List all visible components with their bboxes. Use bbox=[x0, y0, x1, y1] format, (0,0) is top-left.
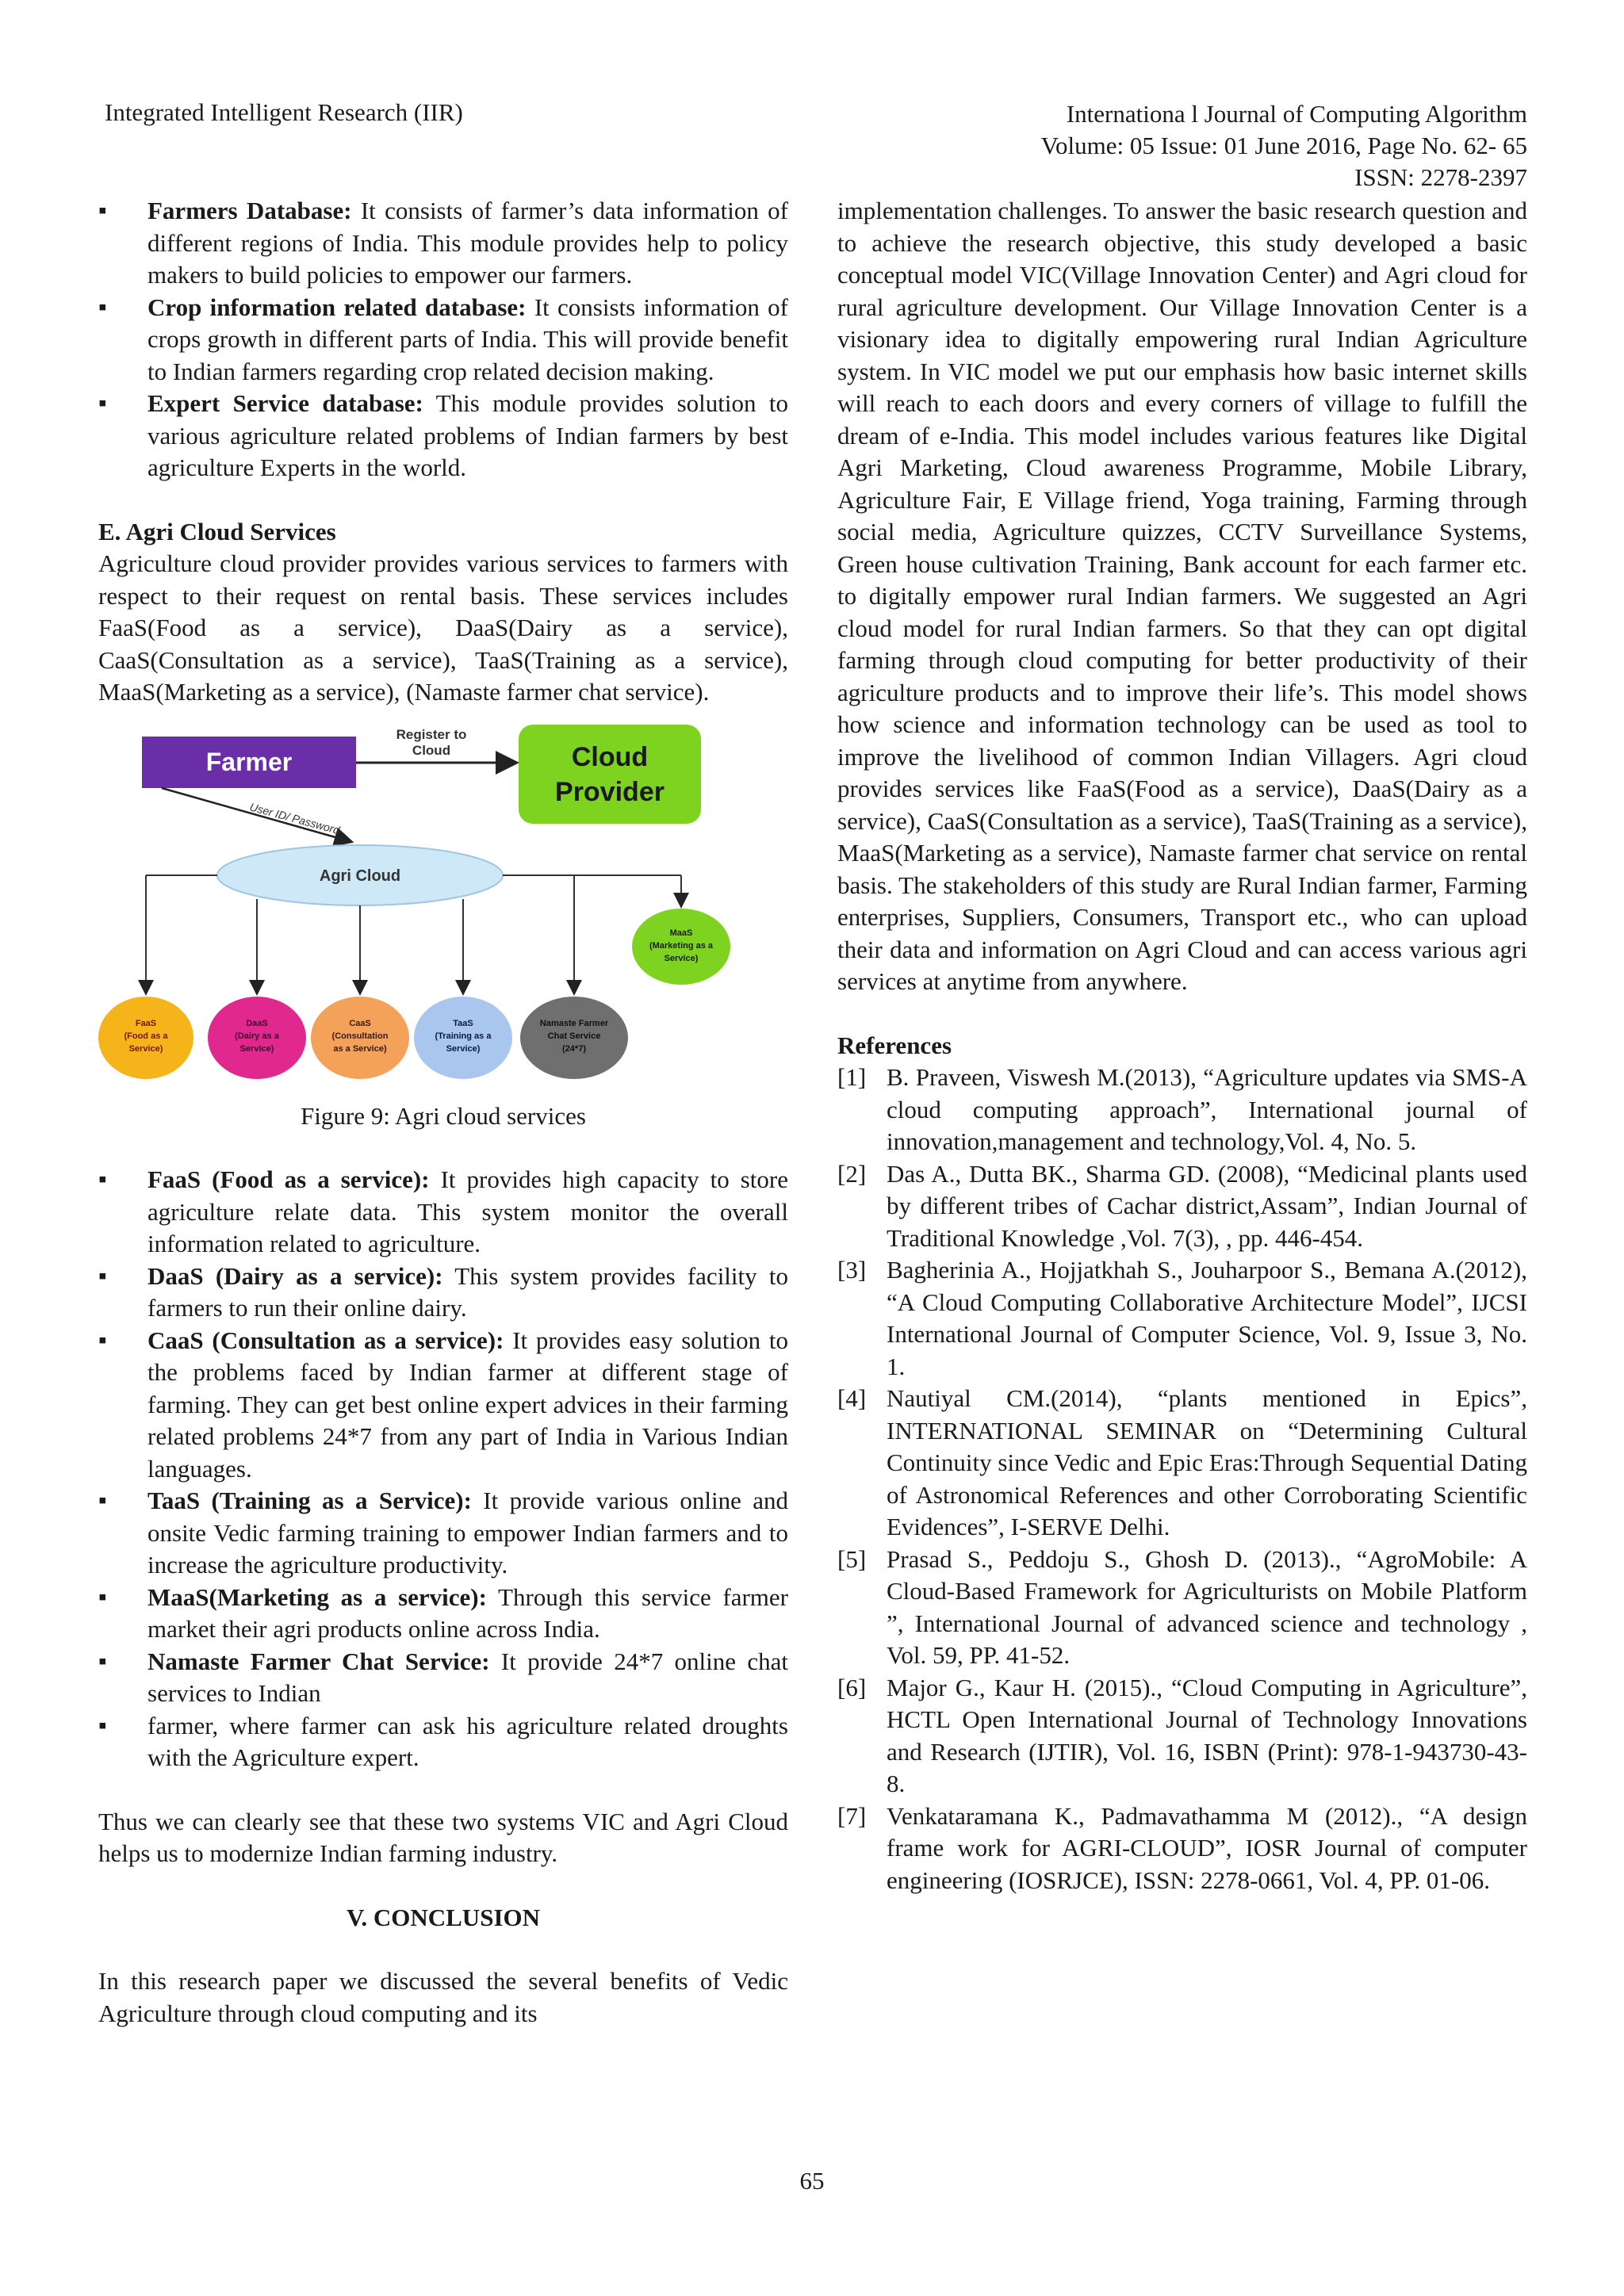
conclusion-continued: implementation challenges. To answer the basic research question and to achieve the research objective, this study developed a basic conceptual model VIC(Village Innovation Center) and Agri cloud for rural agriculture development. Our Village Innovation Center is a visionary idea to digitally empowering rural Indian Agriculture system. In VIC model we put our emphasis how basic internet skills will reach to each doors and every corners of village to fulfill the dream of e-India. This model includes various features like Digital Agri Marketing, Cloud awareness Programme, Mobile Library, Agriculture Fair, E Village friend, Yoga training, Farming through social media, Agriculture quizzes, CCTV Surveillance Systems, Green house cultivation Training, Bank account for each farmer etc. to digitally empower rural Indian farmers. We suggested an Agri cloud model for rural Indian farmers. So that they can opt digital farming through cloud computing for better productivity of their agriculture products and to improve their life’s. This model shows how science and information technology can be used as tool to improve the livelihood of common Indian Villagers. Agri cloud provides services like FaaS(Food as a service), DaaS(Dairy as a service), CaaS(Consultation as a service), TaaS(Training as a service), MaaS(Marketing as a service), Namaste farmer chat service on rental basis. The stakeholders of this study are Rural Indian farmer, Farming enterprises, Suppliers, Consumers, Transport etc., who can upload their data and information on Agri Cloud and can access various agri services at anytime from anywhere. bbox=[837, 197, 1527, 995]
cloud-provider-label-2: Provider bbox=[555, 776, 665, 807]
daas-label: (Dairy as a bbox=[235, 1031, 279, 1041]
maas-label: Service) bbox=[664, 953, 699, 963]
figure-caption: Figure 9: Agri cloud services bbox=[301, 1101, 586, 1130]
caas-label: CaaS bbox=[349, 1018, 371, 1028]
maas-label: MaaS bbox=[669, 928, 693, 938]
caas-label: as a Service) bbox=[333, 1043, 387, 1054]
reference-item: [6] Major G., Kaur H. (2015)., “Cloud Computing in Agriculture”, HCTL Open International Journal of Technology Innovations and Research (IJTIR), Vol. 16, ISBN (Print): 978-1-943730-43-8. bbox=[837, 1673, 1527, 1797]
right-column bbox=[837, 195, 1527, 1896]
conclusion-heading: V. CONCLUSION bbox=[346, 1903, 541, 1931]
reference-item: [2] Das A., Dutta BK., Sharma GD. (2008), “Medicinal plants used by different tribes of Cachar district,Assam”, Indian Journal of Traditional Knowledge ,Vol. 7(3), , pp. 446-454. bbox=[837, 1159, 1527, 1252]
issn: ISSN: 2278-2397 bbox=[1354, 163, 1527, 191]
figure-agri-cloud bbox=[98, 725, 788, 1097]
list-item: ▪ DaaS (Dairy as a service): This system provides facility to farmers to run their online dairy. bbox=[98, 1261, 788, 1325]
list-item: ▪ Namaste Farmer Chat Service: It provide 24*7 online chat services to Indian bbox=[98, 1646, 788, 1710]
namaste-label: Chat Service bbox=[547, 1031, 601, 1041]
faas-label: (Food as a bbox=[124, 1031, 168, 1041]
namaste-label: (24*7) bbox=[562, 1043, 586, 1054]
taas-label: (Training as a bbox=[435, 1031, 492, 1041]
register-label-2: Cloud bbox=[412, 742, 451, 758]
daas-label: DaaS bbox=[246, 1018, 268, 1028]
farmer-label: Farmer bbox=[205, 747, 293, 776]
left-column bbox=[98, 195, 788, 2030]
paragraph: Agriculture cloud provider provides various services to farmers with respect to their request on rental basis. These services includes FaaS(Food as a service), DaaS(Dairy as a service), CaaS(Consultation as a service), TaaS(Training as a service), MaaS(Marketing as a service), (Namaste farmer chat service). bbox=[98, 549, 788, 706]
list-item: ▪ Farmers Database: It consists of farmer’s data information of different regions of India. This module provides help to policy makers to build policies to empower our farmers. bbox=[98, 195, 788, 292]
list-item: ▪ FaaS (Food as a service): It provides high capacity to store agriculture relate data. This system monitor the overall information related to agriculture. bbox=[98, 1164, 788, 1261]
list-item: ▪ Expert Service database: This module provides solution to various agriculture related problems of Indian farmers by best agriculture Experts in the world. bbox=[98, 388, 788, 484]
userid-label: User ID/ Password bbox=[248, 799, 342, 836]
reference-item: [4] Nautiyal CM.(2014), “plants mentioned in Epics”, INTERNATIONAL SEMINAR on “Determining Cultural Continuity since Vedic and Epic Eras:Through Sequential Dating of Astronomical References and other Corroborating Scientific Evidences”, I-SERVE Delhi. bbox=[837, 1384, 1527, 1540]
list-item: ▪ MaaS(Marketing as a service): Through this service farmer market their agri products online across India. bbox=[98, 1582, 788, 1646]
userid-arrow bbox=[162, 788, 352, 842]
agri-cloud-label: Agri Cloud bbox=[319, 867, 401, 885]
section-heading: E. Agri Cloud Services bbox=[98, 517, 336, 545]
cloud-provider-label-1: Cloud bbox=[571, 741, 649, 772]
list-item: ▪ TaaS (Training as a Service): It provide various online and onsite Vedic farming training to empower Indian farmers and to increase the agriculture productivity. bbox=[98, 1485, 788, 1582]
register-label-1: Register to bbox=[396, 726, 467, 742]
list-item: ▪ Crop information related database: It consists information of crops growth in different parts of India. This will provide benefit to Indian farmers regarding crop related decision making. bbox=[98, 292, 788, 388]
agri-cloud-diagram bbox=[98, 725, 788, 1097]
running-header-right bbox=[1041, 98, 1527, 193]
services-list bbox=[98, 1164, 788, 1774]
taas-label: Service) bbox=[446, 1043, 481, 1054]
database-list bbox=[98, 195, 788, 484]
maas-label: (Marketing as a bbox=[649, 940, 714, 951]
references-heading: References bbox=[837, 1031, 952, 1059]
list-item: ▪ farmer, where farmer can ask his agriculture related droughts with the Agriculture expert. bbox=[98, 1710, 788, 1774]
reference-item: [1] B. Praveen, Viswesh M.(2013), “Agriculture updates via SMS-A cloud computing approach”, International journal of innovation,management and technology,Vol. 4, No. 5. bbox=[837, 1063, 1527, 1155]
faas-label: FaaS bbox=[135, 1018, 157, 1028]
volume-info: Volume: 05 Issue: 01 June 2016, Page No. 62- 65 bbox=[1040, 132, 1527, 159]
list-item: ▪ CaaS (Consultation as a service): It provides easy solution to the problems faced by Indian farmer at different stage of farming. They can get best online expert advices in their farming related problems 24*7 from any part of India in Various Indian languages. bbox=[98, 1325, 788, 1486]
reference-item: [7] Venkataramana K., Padmavathamma M (2012)., “A design frame work for AGRI-CLOUD”, IOSR Journal of computer engineering (IOSRJCE), ISSN: 2278-0661, Vol. 4, PP. 01-06. bbox=[837, 1801, 1527, 1894]
page-number: 65 bbox=[799, 2167, 825, 2195]
caas-label: (Consultation bbox=[331, 1031, 389, 1041]
faas-label: Service) bbox=[128, 1043, 163, 1054]
cloud-provider-box bbox=[519, 725, 701, 824]
taas-label: TaaS bbox=[453, 1018, 473, 1028]
summary-paragraph: Thus we can clearly see that these two systems VIC and Agri Cloud helps us to modernize Indian farming industry. bbox=[98, 1807, 788, 1867]
reference-item: [3] Bagherinia A., Hojjatkhah S., Jouharpoor S., Bemana A.(2012), “A Cloud Computing Collaborative Architecture Model”, IJCSI International Journal of Computer Science, Vol. 9, Issue 3, No. 1. bbox=[837, 1256, 1527, 1380]
daas-label: Service) bbox=[239, 1043, 274, 1054]
namaste-label: Namaste Farmer bbox=[539, 1018, 609, 1028]
references-list bbox=[837, 1062, 1527, 1896]
journal-name: Internationa l Journal of Computing Algorithm bbox=[1066, 100, 1527, 128]
running-header-left: Integrated Intelligent Research (IIR) bbox=[105, 98, 463, 126]
conclusion-paragraph: In this research paper we discussed the several benefits of Vedic Agriculture through cloud computing and its bbox=[98, 1967, 788, 2027]
reference-item: [5] Prasad S., Peddoju S., Ghosh D. (2013)., “AgroMobile: A Cloud-Based Framework for Agriculturists on Mobile Platform ”, International Journal of advanced science and technology , Vol. 59, PP. 41-52. bbox=[837, 1544, 1527, 1669]
